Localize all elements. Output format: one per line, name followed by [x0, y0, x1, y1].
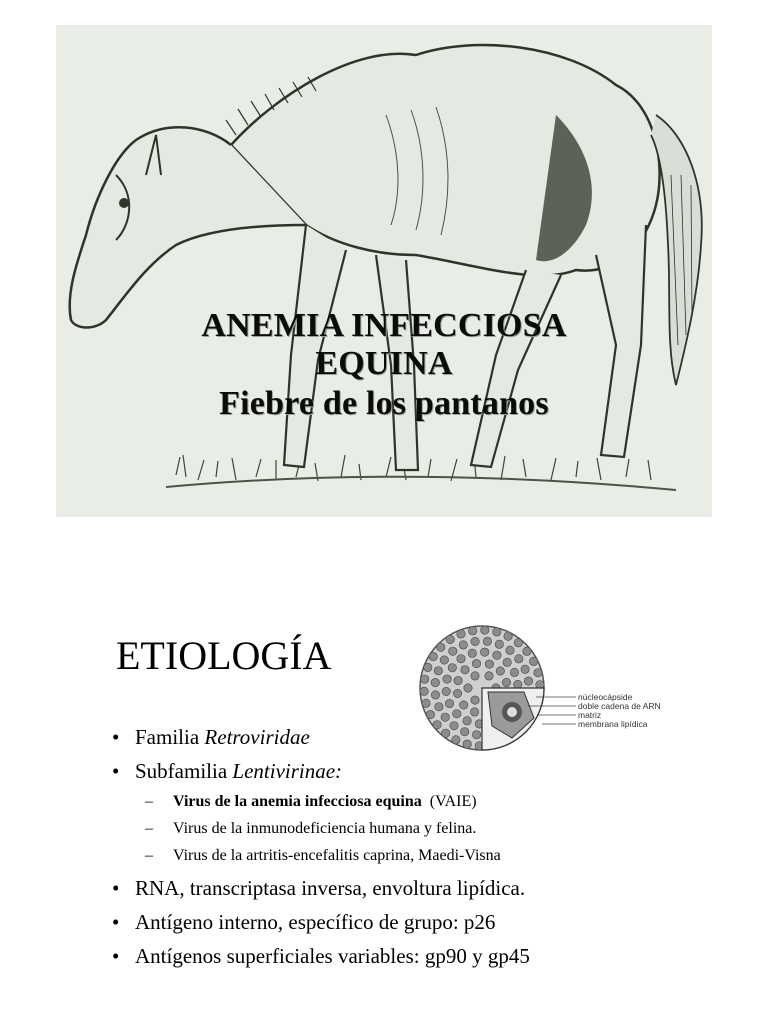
- list-item: [110, 720, 710, 754]
- label-rna: doble cadena de ARN: [578, 701, 661, 711]
- item-text: Antígeno interno, específico de grupo: p26: [135, 910, 496, 934]
- sub-list: [135, 788, 710, 869]
- list-item: [110, 939, 710, 973]
- list-item: [110, 754, 710, 869]
- title-slide: [56, 25, 712, 517]
- bullet-marker: •: [112, 759, 120, 783]
- slide-heading: ETIOLOGÍA: [116, 633, 332, 678]
- dash-marker: –: [145, 820, 153, 837]
- bullet-marker: •: [112, 944, 120, 968]
- bullet-marker: •: [112, 876, 120, 900]
- list-item: [110, 905, 710, 939]
- etiology-list: [110, 720, 710, 973]
- title-line-1: ANEMIA INFECCIOSA: [201, 307, 567, 344]
- item-text: RNA, transcriptasa inversa, envoltura lipídica.: [135, 876, 526, 900]
- title-line-2: EQUINA: [315, 345, 453, 382]
- item-text: Subfamilia: [135, 759, 233, 783]
- sub-list-item: [145, 842, 710, 869]
- item-bold: Virus de la anemia infecciosa equina: [173, 793, 422, 810]
- item-text: Virus de la artritis-encefalitis caprina, Maedi-Visna: [173, 847, 501, 864]
- item-text: Antígenos superficiales variables: gp90 y gp45: [135, 944, 530, 968]
- title-line-3: Fiebre de los pantanos: [219, 385, 549, 422]
- dash-marker: –: [145, 793, 153, 810]
- item-text: (VAIE): [421, 793, 477, 810]
- horse-illustration: [56, 25, 712, 517]
- bullet-marker: •: [112, 725, 120, 749]
- sub-list-item: [145, 815, 710, 842]
- sub-list-item: [145, 788, 710, 815]
- label-matrix: matriz: [578, 710, 602, 720]
- label-nucleocapsid: núcleocápside: [578, 692, 633, 702]
- item-text: Virus de la inmunodeficiencia humana y felina.: [173, 820, 477, 837]
- title-block: [56, 307, 712, 425]
- label-membrane: membrana lipídica: [578, 719, 648, 729]
- bullet-marker: •: [112, 910, 120, 934]
- item-text: Familia: [135, 725, 205, 749]
- etiology-slide: [56, 560, 712, 1000]
- list-item: [110, 871, 710, 905]
- dash-marker: –: [145, 847, 153, 864]
- item-italic: Retroviridae: [204, 725, 310, 749]
- item-italic: Lentivirinae:: [232, 759, 343, 783]
